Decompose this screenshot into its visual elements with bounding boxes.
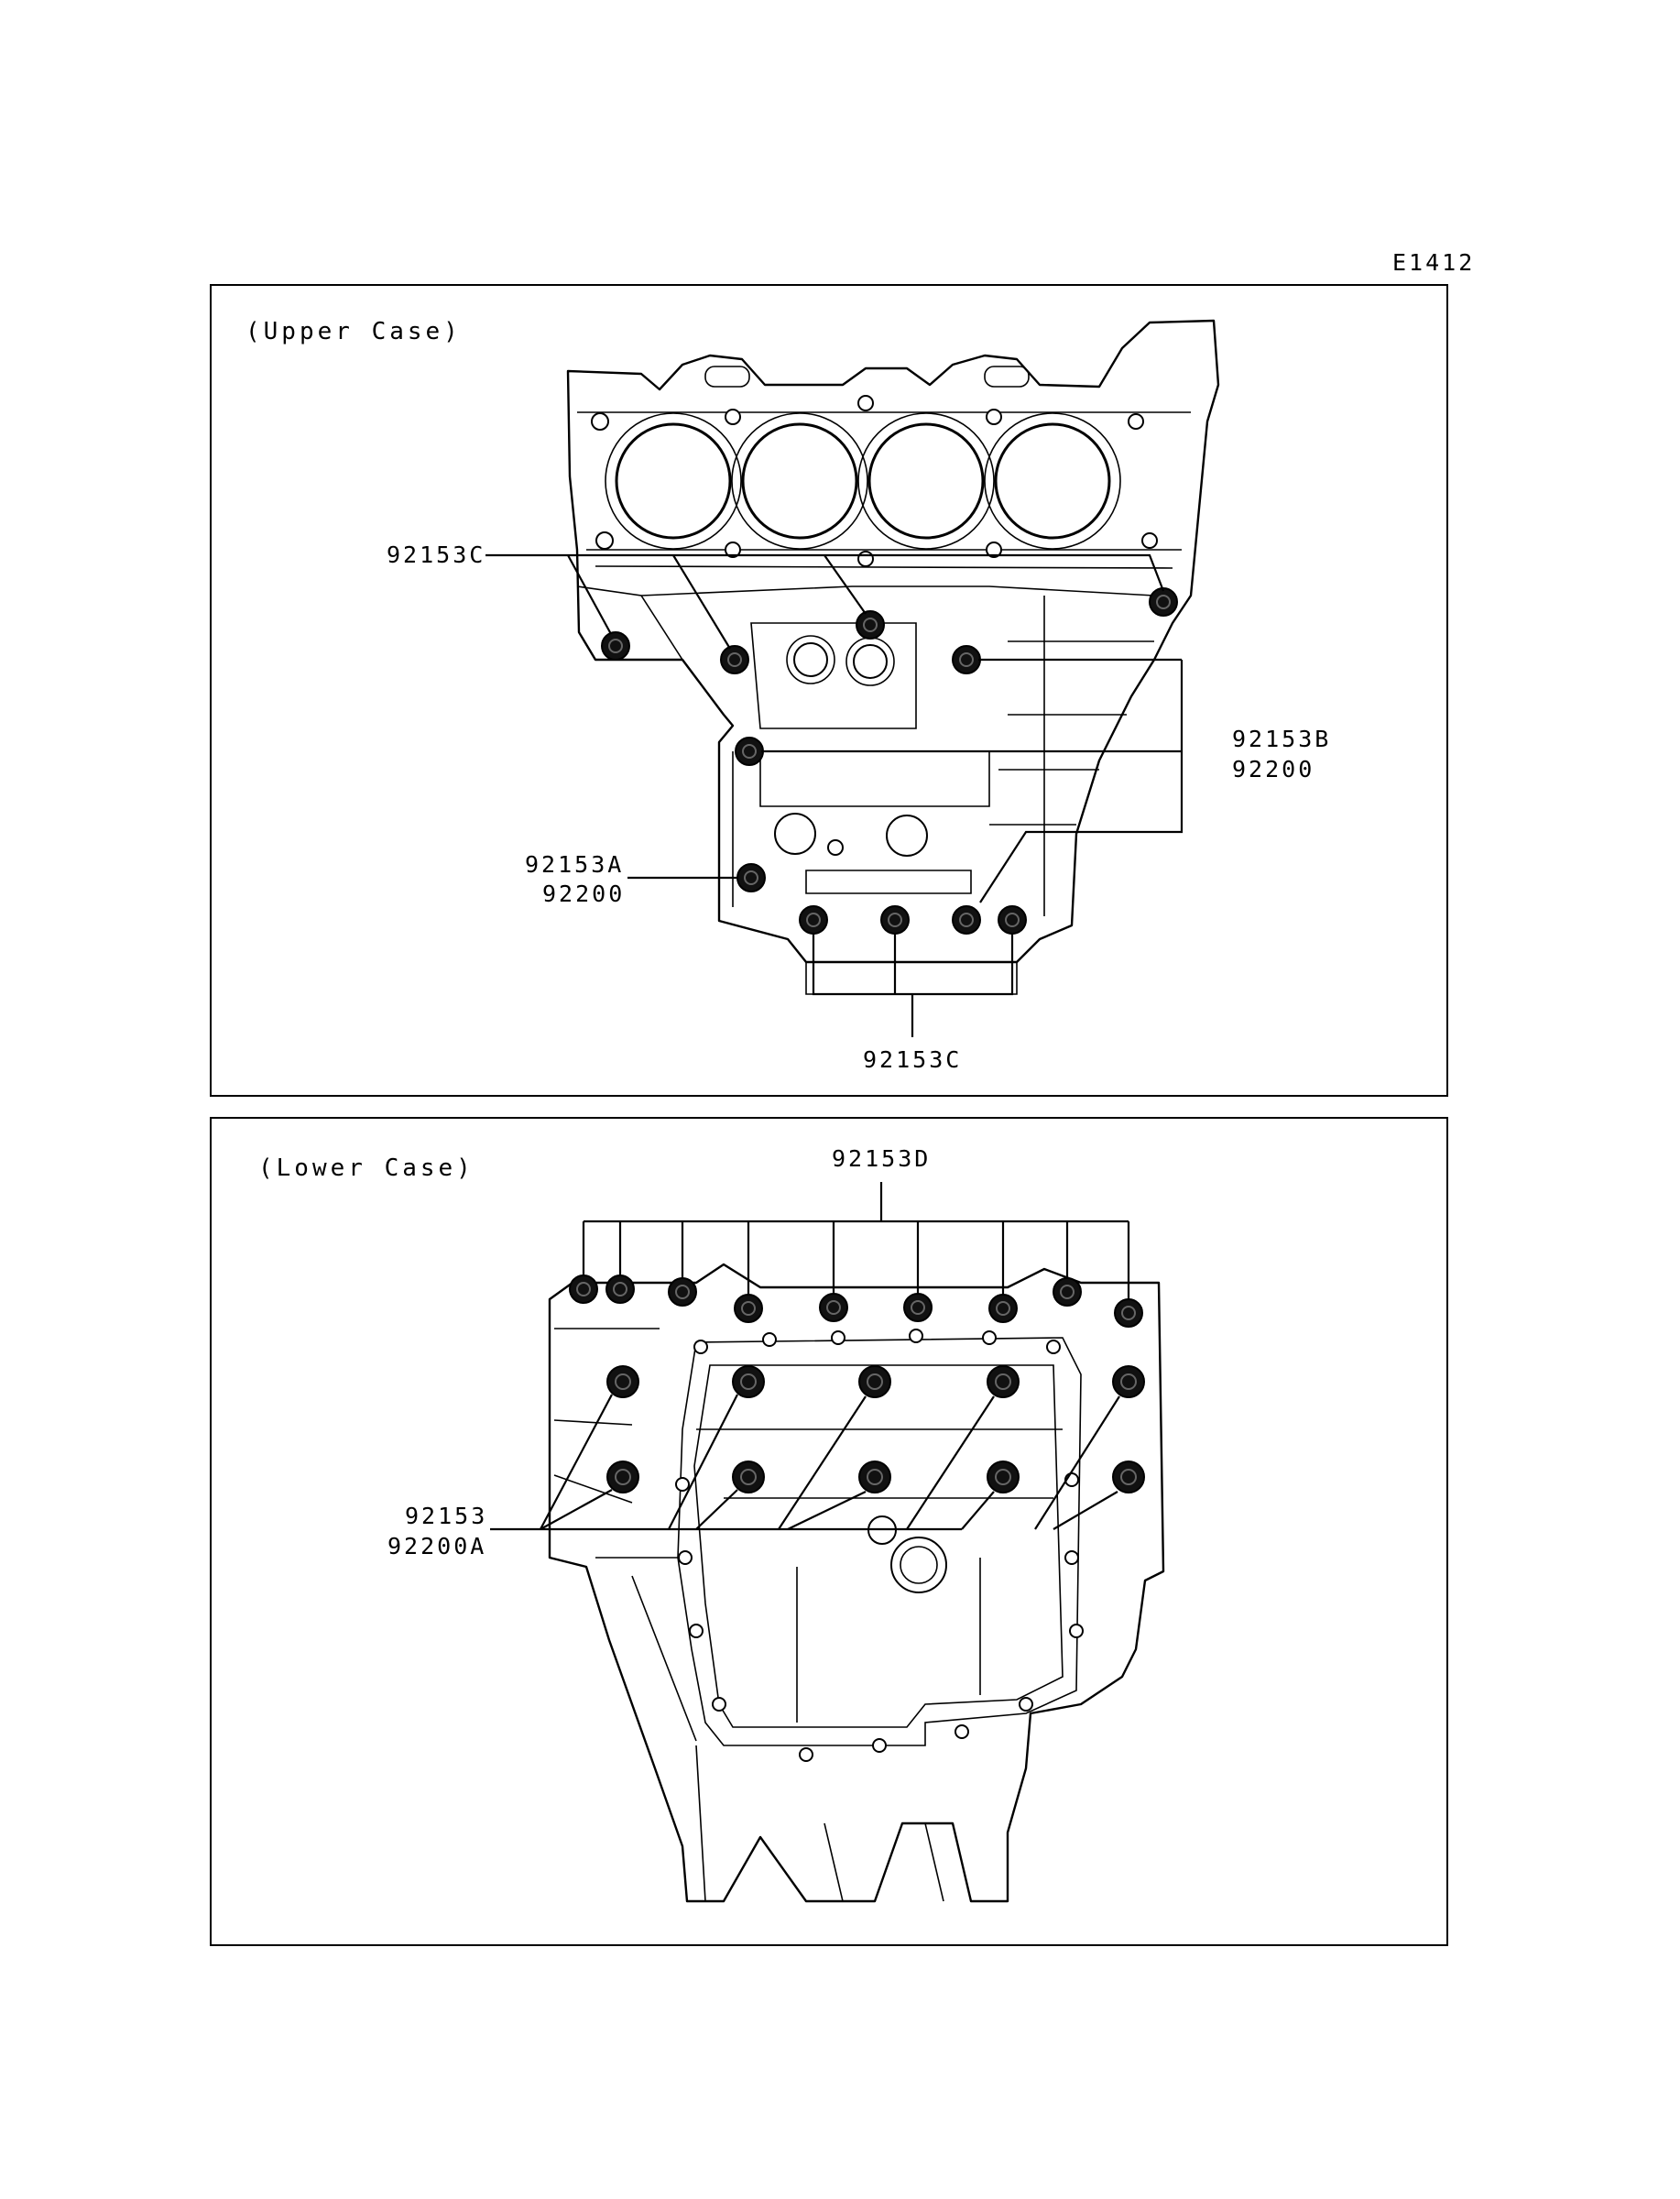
cylinder-bore-4 bbox=[996, 424, 1109, 538]
bolt-92153-lower-2 bbox=[733, 1461, 764, 1493]
bolt-92153C-bottom-4 bbox=[998, 906, 1026, 934]
label-92153: 92153 bbox=[405, 1503, 488, 1529]
bolt-92153-lower-4 bbox=[987, 1461, 1019, 1493]
oil-filter-boss bbox=[891, 1537, 946, 1592]
upper-crankcase-drawing bbox=[568, 321, 1218, 994]
label-92153B: 92153B bbox=[1232, 726, 1332, 752]
lower-crankcase-drawing bbox=[550, 1264, 1163, 1901]
lower-case-title: (Lower Case) bbox=[258, 1154, 475, 1182]
label-92200A: 92200A bbox=[387, 1533, 487, 1559]
bolt-92153A bbox=[737, 864, 765, 892]
label-92200-a: 92200 bbox=[542, 881, 626, 907]
bolt-92153C-bottom-3 bbox=[953, 906, 980, 934]
bolt-92153C-bottom-1 bbox=[800, 906, 827, 934]
bolt-92153D-2 bbox=[606, 1275, 634, 1303]
bolt-92153B-upper bbox=[953, 646, 980, 673]
cylinder-bore-2 bbox=[743, 424, 856, 538]
bolt-92153D-4 bbox=[735, 1295, 762, 1322]
upper-case-panel bbox=[211, 285, 1447, 1096]
bolt-92153-lower-3 bbox=[859, 1461, 890, 1493]
cylinder-bore-3 bbox=[869, 424, 983, 538]
bolt-92153-lower-1 bbox=[607, 1461, 638, 1493]
bolt-92153C-top bbox=[856, 611, 884, 639]
bolt-92153C-right bbox=[1150, 588, 1177, 616]
bolt-92153D-7 bbox=[989, 1295, 1017, 1322]
bolt-92153D-6 bbox=[904, 1294, 932, 1321]
cylinder-bore-1 bbox=[616, 424, 730, 538]
label-92200-b: 92200 bbox=[1232, 756, 1315, 782]
bolt-92153-upper-3 bbox=[859, 1366, 890, 1397]
diagram-code: E1412 bbox=[1392, 249, 1476, 276]
bolt-92153C-center bbox=[721, 646, 748, 673]
bolt-92153-lower-5 bbox=[1113, 1461, 1144, 1493]
upper-case-title: (Upper Case) bbox=[245, 318, 462, 345]
label-92153C-left: 92153C bbox=[387, 542, 486, 568]
bolt-92153-upper-5 bbox=[1113, 1366, 1144, 1397]
bolt-92153C-bottom-2 bbox=[881, 906, 909, 934]
bolt-92153C-left bbox=[602, 632, 629, 660]
bolt-92153D-3 bbox=[669, 1278, 696, 1306]
bolt-92153B-lower bbox=[736, 738, 763, 765]
bolt-92153-upper-2 bbox=[733, 1366, 764, 1397]
label-92153D: 92153D bbox=[832, 1145, 932, 1172]
bolt-92153-upper-1 bbox=[607, 1366, 638, 1397]
bolt-92153D-1 bbox=[570, 1275, 597, 1303]
label-92153A: 92153A bbox=[525, 851, 625, 878]
label-92153C-bottom: 92153C bbox=[863, 1046, 963, 1073]
bolt-92153D-5 bbox=[820, 1294, 847, 1321]
bolt-92153D-8 bbox=[1053, 1278, 1081, 1306]
bolt-92153-upper-4 bbox=[987, 1366, 1019, 1397]
bolt-92153D-9 bbox=[1115, 1299, 1142, 1327]
lower-case-panel bbox=[211, 1118, 1447, 1945]
